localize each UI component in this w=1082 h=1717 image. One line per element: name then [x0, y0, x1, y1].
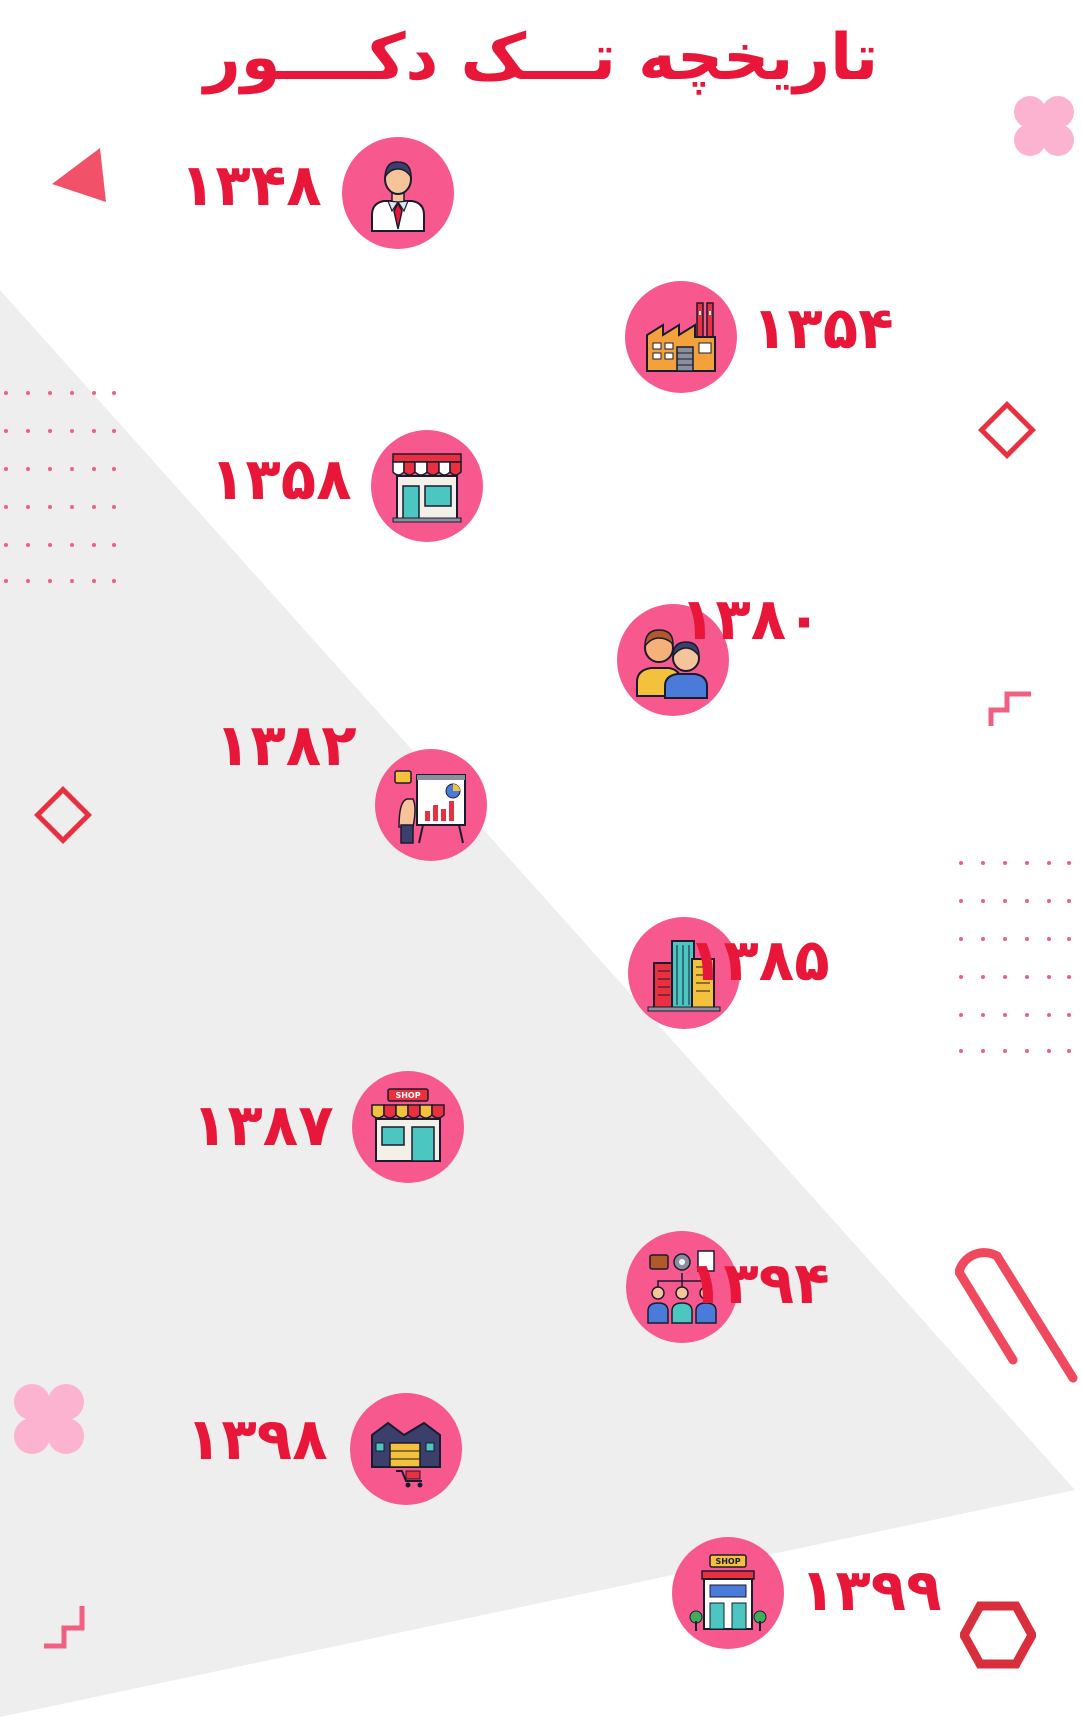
timeline-year: ۱۳۸۲	[215, 711, 357, 779]
shop-sign-text: SHOP	[395, 1091, 421, 1100]
timeline-year: ۱۳۸۰	[680, 585, 822, 653]
timeline-icon-circle	[352, 1071, 464, 1183]
hexagon-outline-decoration	[960, 1600, 1036, 1670]
flower-decoration-bottom	[10, 1380, 88, 1458]
dot-grid-right	[955, 855, 1075, 1055]
timeline-icon-circle	[371, 430, 483, 542]
timeline-year: ۱۳۹۴	[688, 1249, 830, 1317]
businessman-icon	[358, 153, 438, 233]
diamond-outline-right	[972, 395, 1042, 465]
shop-icon	[368, 1087, 448, 1167]
timeline-year: ۱۳۵۸	[210, 445, 352, 513]
zigzag-decoration-right	[985, 680, 1037, 730]
presentation-icon	[391, 765, 471, 845]
timeline-icon-circle	[342, 137, 454, 249]
page-title: تاریخچه تـــک دکــــور	[203, 21, 879, 95]
store-icon	[387, 446, 467, 526]
timeline-year: ۱۳۹۸	[186, 1405, 328, 1473]
timeline-year: ۱۳۸۵	[688, 926, 830, 994]
factory-icon	[641, 297, 721, 377]
timeline-icon-circle	[672, 1537, 784, 1649]
timeline-icon-circle	[350, 1393, 462, 1505]
timeline-year: ۱۳۴۸	[180, 151, 322, 219]
arc-decoration-right	[955, 1210, 1080, 1390]
timeline-icon-circle	[375, 749, 487, 861]
zigzag-decoration-left	[38, 1600, 90, 1652]
timeline-year: ۱۳۸۷	[192, 1091, 334, 1159]
timeline-icon-circle	[625, 281, 737, 393]
shop-sign-text: SHOP	[715, 1557, 741, 1566]
timeline-year: ۱۳۵۴	[752, 294, 894, 362]
flower-decoration-top	[1010, 92, 1078, 160]
triangle-decoration	[40, 140, 110, 210]
showroom-shop-icon	[688, 1553, 768, 1633]
timeline-year: ۱۳۹۹	[800, 1556, 942, 1624]
dot-grid-left	[0, 385, 120, 585]
warehouse-icon	[366, 1409, 446, 1489]
diamond-outline-left	[28, 780, 98, 850]
